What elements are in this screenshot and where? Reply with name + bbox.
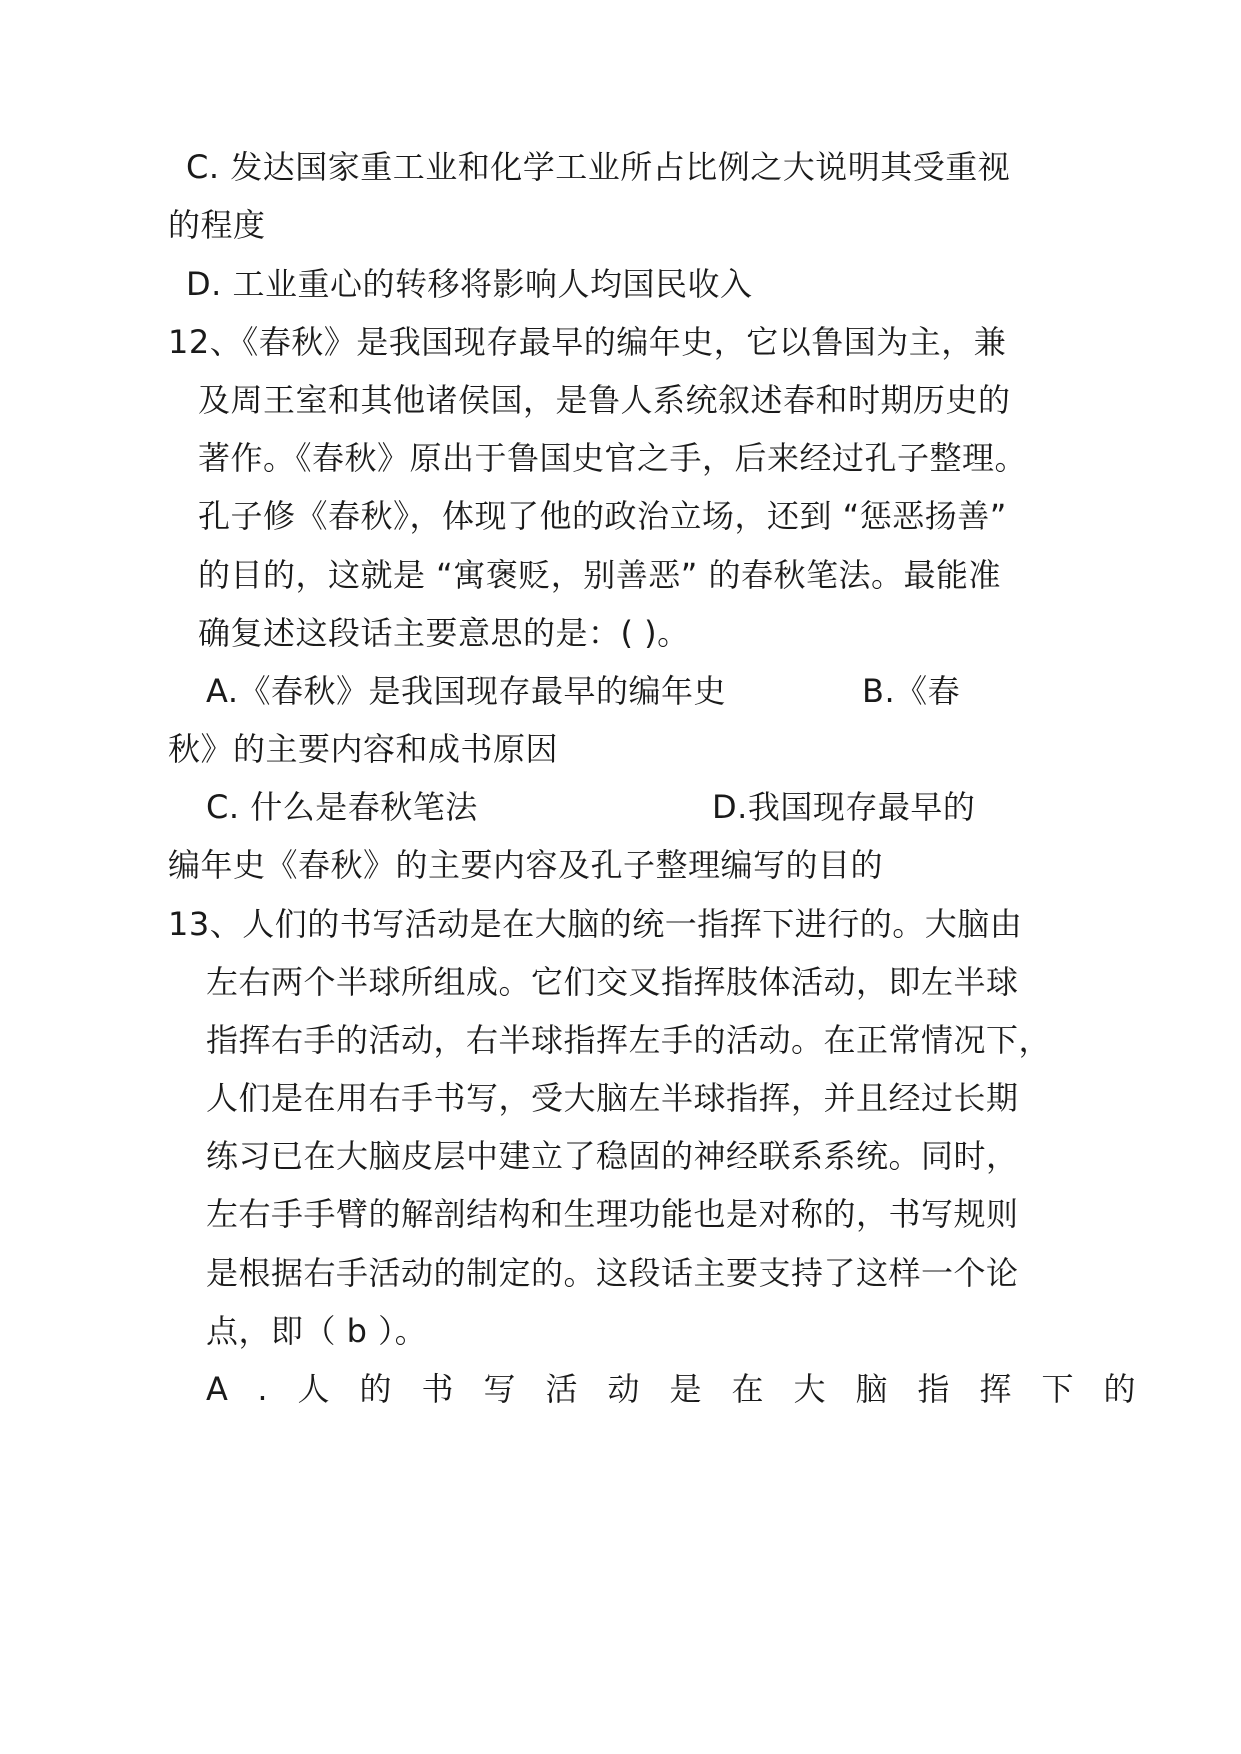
q13-stem-line5: 练习已在大脑皮层中建立了稳固的神经联系系统。同时， <box>206 1137 1019 1175</box>
q13-stem-line8: 点，即（ b ）。 <box>206 1312 428 1350</box>
q12-option-b-part1: B.《春 <box>862 672 961 710</box>
q13-option-a: A.人的书写活动是在大脑指挥下的 <box>206 1370 1166 1408</box>
q12-stem-line4: 孔子修《春秋》，体现了他的政治立场，还到 “惩恶扬善” <box>198 497 1007 535</box>
q11-option-c-line2: 的程度 <box>168 206 266 244</box>
q12-stem-line6: 确复述这段话主要意思的是：( )。 <box>198 614 690 652</box>
q12-stem-line2: 及周王室和其他诸侯国，是鲁人系统叙述春和时期历史的 <box>198 381 1011 419</box>
q13-stem-line4: 人们是在用右手书写，受大脑左半球指挥，并且经过长期 <box>206 1079 1019 1117</box>
q13-stem-line2: 左右两个半球所组成。它们交叉指挥肢体活动，即左半球 <box>206 963 1019 1001</box>
q12-option-a: A.《春秋》是我国现存最早的编年史 <box>206 672 727 710</box>
q13-stem-line1: 13、人们的书写活动是在大脑的统一指挥下进行的。大脑由 <box>168 905 1023 943</box>
q11-option-d: D. 工业重心的转移将影响人均国民收入 <box>186 265 753 303</box>
q12-option-d-part1: D.我国现存最早的 <box>712 788 976 826</box>
q12-stem-line5: 的目的，这就是 “寓褒贬，别善恶” 的春秋笔法。最能准 <box>198 556 1002 594</box>
q12-stem-line3: 著作。《春秋》原出于鲁国史官之手，后来经过孔子整理。 <box>198 439 1028 477</box>
q12-option-d-part2: 编年史《春秋》的主要内容及孔子整理编写的目的 <box>168 846 884 884</box>
q12-stem-line1: 12、《春秋》是我国现存最早的编年史，它以鲁国为主，兼 <box>168 323 1007 361</box>
q12-option-c: C. 什么是春秋笔法 <box>206 788 478 826</box>
q13-stem-line6: 左右手手臂的解剖结构和生理功能也是对称的，书写规则 <box>206 1195 1019 1233</box>
q12-option-b-part2: 秋》的主要内容和成书原因 <box>168 730 559 768</box>
q11-option-c-line1: C. 发达国家重工业和化学工业所占比例之大说明其受重视 <box>186 148 1011 186</box>
q13-stem-line3: 指挥右手的活动，右半球指挥左手的活动。在正常情况下， <box>206 1021 1052 1059</box>
q13-stem-line7: 是根据右手活动的制定的。这段话主要支持了这样一个论 <box>206 1254 1019 1292</box>
